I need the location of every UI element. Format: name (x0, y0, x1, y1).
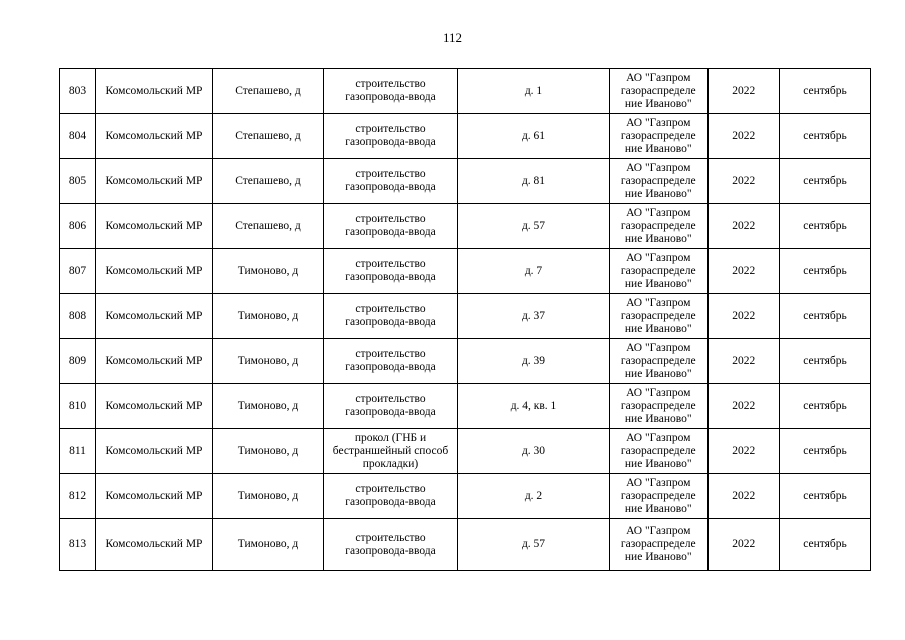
table-row (60, 204, 871, 249)
row-number-cell: 812 (60, 474, 96, 519)
work-type-cell: строительство газопровода-ввода (324, 519, 458, 571)
address-cell: д. 57 (458, 519, 610, 571)
district-cell: Комсомольский МР (96, 159, 213, 204)
month-cell: сентябрь (780, 384, 871, 429)
month-cell: сентябрь (780, 474, 871, 519)
row-number-cell: 810 (60, 384, 96, 429)
year-cell: 2022 (708, 249, 780, 294)
work-type-cell: прокол (ГНБ и бестраншейный способ прокладки) (324, 429, 458, 474)
row-number-cell: 809 (60, 339, 96, 384)
row-number-cell: 811 (60, 429, 96, 474)
address-cell: д. 30 (458, 429, 610, 474)
organization-cell: АО "Газпром газораспределе ние Иваново" (610, 519, 708, 571)
address-cell: д. 57 (458, 204, 610, 249)
year-cell: 2022 (708, 339, 780, 384)
month-cell: сентябрь (780, 69, 871, 114)
organization-cell: АО "Газпром газораспределе ние Иваново" (610, 339, 708, 384)
organization-cell: АО "Газпром газораспределе ние Иваново" (610, 204, 708, 249)
row-number-cell: 806 (60, 204, 96, 249)
year-cell: 2022 (708, 294, 780, 339)
row-number-cell: 813 (60, 519, 96, 571)
year-cell: 2022 (708, 474, 780, 519)
month-cell: сентябрь (780, 249, 871, 294)
year-cell: 2022 (708, 114, 780, 159)
month-cell: сентябрь (780, 204, 871, 249)
organization-cell: АО "Газпром газораспределе ние Иваново" (610, 294, 708, 339)
settlement-cell: Степашево, д (213, 69, 324, 114)
district-cell: Комсомольский МР (96, 249, 213, 294)
row-number-cell: 807 (60, 249, 96, 294)
district-cell: Комсомольский МР (96, 474, 213, 519)
year-cell: 2022 (708, 204, 780, 249)
settlement-cell: Тимоново, д (213, 519, 324, 571)
address-cell: д. 2 (458, 474, 610, 519)
year-cell: 2022 (708, 69, 780, 114)
month-cell: сентябрь (780, 519, 871, 571)
table-row (60, 69, 871, 114)
settlement-cell: Тимоново, д (213, 384, 324, 429)
month-cell: сентябрь (780, 294, 871, 339)
settlement-cell: Степашево, д (213, 114, 324, 159)
district-cell: Комсомольский МР (96, 339, 213, 384)
page-number: 112 (442, 30, 463, 45)
address-cell: д. 4, кв. 1 (458, 384, 610, 429)
year-cell: 2022 (708, 429, 780, 474)
table-row (60, 519, 871, 571)
settlement-cell: Тимоново, д (213, 429, 324, 474)
month-cell: сентябрь (780, 114, 871, 159)
work-type-cell: строительство газопровода-ввода (324, 69, 458, 114)
work-type-cell: строительство газопровода-ввода (324, 114, 458, 159)
organization-cell: АО "Газпром газораспределе ние Иваново" (610, 429, 708, 474)
work-type-cell: строительство газопровода-ввода (324, 339, 458, 384)
table-row (60, 114, 871, 159)
organization-cell: АО "Газпром газораспределе ние Иваново" (610, 114, 708, 159)
month-cell: сентябрь (780, 339, 871, 384)
district-cell: Комсомольский МР (96, 384, 213, 429)
table-row (60, 339, 871, 384)
district-cell: Комсомольский МР (96, 294, 213, 339)
table-row (60, 384, 871, 429)
table-row (60, 474, 871, 519)
work-type-cell: строительство газопровода-ввода (324, 384, 458, 429)
work-type-cell: строительство газопровода-ввода (324, 204, 458, 249)
year-cell: 2022 (708, 159, 780, 204)
organization-cell: АО "Газпром газораспределе ние Иваново" (610, 474, 708, 519)
gas-works-table (59, 68, 871, 571)
organization-cell: АО "Газпром газораспределе ние Иваново" (610, 249, 708, 294)
work-type-cell: строительство газопровода-ввода (324, 249, 458, 294)
address-cell: д. 37 (458, 294, 610, 339)
row-number-cell: 805 (60, 159, 96, 204)
settlement-cell: Тимоново, д (213, 249, 324, 294)
district-cell: Комсомольский МР (96, 429, 213, 474)
district-cell: Комсомольский МР (96, 519, 213, 571)
settlement-cell: Тимоново, д (213, 294, 324, 339)
row-number-cell: 808 (60, 294, 96, 339)
table-row (60, 294, 871, 339)
month-cell: сентябрь (780, 429, 871, 474)
address-cell: д. 81 (458, 159, 610, 204)
district-cell: Комсомольский МР (96, 204, 213, 249)
district-cell: Комсомольский МР (96, 114, 213, 159)
address-cell: д. 39 (458, 339, 610, 384)
table-body (60, 69, 871, 571)
month-cell: сентябрь (780, 159, 871, 204)
table-row (60, 429, 871, 474)
organization-cell: АО "Газпром газораспределе ние Иваново" (610, 69, 708, 114)
year-cell: 2022 (708, 519, 780, 571)
address-cell: д. 1 (458, 69, 610, 114)
organization-cell: АО "Газпром газораспределе ние Иваново" (610, 384, 708, 429)
settlement-cell: Степашево, д (213, 159, 324, 204)
row-number-cell: 804 (60, 114, 96, 159)
organization-cell: АО "Газпром газораспределе ние Иваново" (610, 159, 708, 204)
work-type-cell: строительство газопровода-ввода (324, 159, 458, 204)
table-row (60, 249, 871, 294)
address-cell: д. 7 (458, 249, 610, 294)
settlement-cell: Тимоново, д (213, 339, 324, 384)
work-type-cell: строительство газопровода-ввода (324, 294, 458, 339)
year-cell: 2022 (708, 384, 780, 429)
work-type-cell: строительство газопровода-ввода (324, 474, 458, 519)
district-cell: Комсомольский МР (96, 69, 213, 114)
address-cell: д. 61 (458, 114, 610, 159)
settlement-cell: Тимоново, д (213, 474, 324, 519)
settlement-cell: Степашево, д (213, 204, 324, 249)
table-row (60, 159, 871, 204)
row-number-cell: 803 (60, 69, 96, 114)
